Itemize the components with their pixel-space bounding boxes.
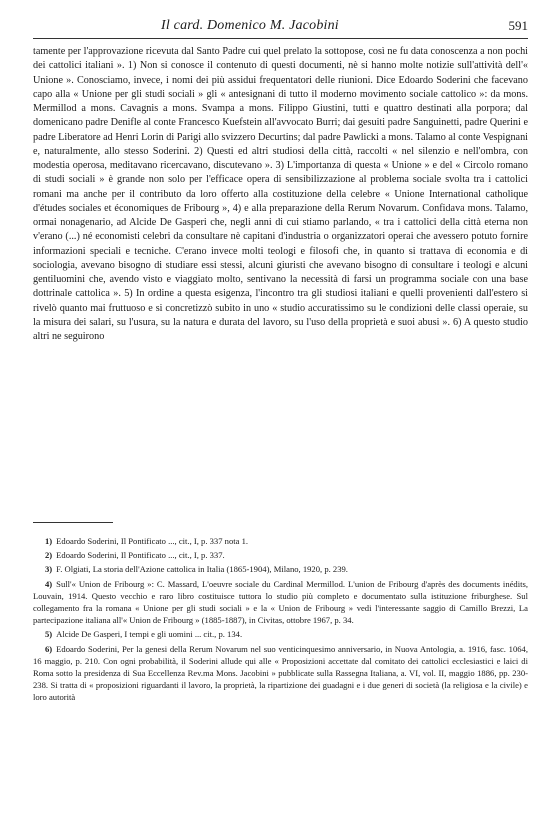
footnote-2: 2) Edoardo Soderini, Il Pontificato ..., cit., I, p. 337. — [45, 550, 225, 561]
body-text — [33, 45, 528, 344]
footnote-separator — [33, 522, 113, 523]
page-header — [33, 18, 528, 39]
footnotes — [33, 535, 528, 706]
footnote-6: 6) Edoardo Soderini, Per la genesi della Rerum Novarum nel suo venticinquesimo anniversario, in Nuova Antologia, a. 1916, fasc. 1064, 16 maggio, p. 210. Con ogni probabilità, il Soderini allude qui alle « Proposizioni accettate dal comitato dei cattolici ecclesiastici e laici di Roma sotto la presidenza di Sua Eccellenza Rev.ma Mons. Jacobini » pubblicate sulla Rassegna Italiana, a. VI, vol. II, maggio 1886, pp. 230-238. Si tratta di « proposizioni riguardanti il lavoro, la proprietà, la ripartizione dei guadagni e i due generi di società (la religiosa e la civile) e loro autorità — [33, 643, 528, 703]
footnote-5: 5) Alcide De Gasperi, I tempi e gli uomini ... cit., p. 134. — [45, 629, 243, 640]
footnote-3: 3) F. Olgiati, La storia dell'Azione cattolica in Italia (1865-1904), Milano, 1920, p. 239. — [45, 564, 348, 575]
page-number: 591 — [508, 18, 528, 33]
body-paragraph: tamente per l'approvazione ricevuta dal Santo Padre cui quel prelato la sottopose, così ne fu data conoscenza a non pochi dei cattolici italiani ». 1) Non si conosce il contenuto di questi documenti, nè si hanno molte notizie sull'attività dell'« Unione ». Conosciamo, invece, i nomi dei più assidui frequentatori delle riunioni. Dice Edoardo Soderini che facevano capo alla « Unione per gli studi sociali » gli « antesignani di tutto il moderno movimento sociale cattolico »: da mons. Mermillod a mons. Cavagnis a mons. Svampa a mons. Filippo Giustini, tutti e quattro destinati alla porpora; dal domenicano padre Denifle al conte Francesco Kuefstein all'avvocato Burri; dai gesuiti padre Sanguinetti, padre Querini e padre Liberatore ad Henri Lorin di Parigi allo svizzero Decurtins; dal padre Pawlicki a mons. Talamo al conte Vespignani e, naturalmente, allo stesso Soderini. 2) Questi ed altri studiosi della città, raccolti « nel silenzio e nell'ombra, con modestia operosa, meditavano ricercavano, discutevano ». 3) L'importanza di questa « Unione » e del « Circolo romano di studi sociali » è grande non solo per l'efficace opera di sensibilizzazione al problema sociale svolta tra i cattolici romani ma anche per il contributo da loro offerto alla costituzione della celebre « Unione International catholique d'études sociales et économiques de Fribourg », 4) e alla preparazione della Rerum Novarum. Confidava mons. Talamo, ormai nonagenario, ad Alcide De Gasperi che, negli anni di cui stiamo parlando, « tra i cattolici della città eterna non v'erano (...) né economisti celebri da consultare nè capitani d'industria o organizzatori operai che avessero potuto fornire informazioni speciali e tecniche. C'erano invece molti teologi e filosofi che, in quanto si trattava di economia e di sociologia, avevano bisogno di studiare essi stessi, alcuni giuristi che avevano bisogno di consultare i teologi e alcuni gentiluomini che, avendo visto e viaggiato molto, sentivano la necessità di farsi un programma sociale con una base dottrinale cattolica ». 5) In ordine a questa esigenza, l'incontro tra gli studiosi italiani e quelli provenienti dall'estero si rivelò quanto mai fruttuoso e si concretizzò subito in uno « studio accuratissimo su le condizioni delle classi operaie, su la misura dei salari, su l'usura, su la natura e durata del lavoro, su l'uso della proprietà e suoi abusi ». 6) A questo studio altri ne seguirono — [33, 46, 528, 342]
footnote-1: 1) Edoardo Soderini, Il Pontificato ..., cit., I, p. 337 nota 1. — [45, 536, 249, 546]
footnote-4: 4) Sull'« Union de Fribourg »: C. Massard, L'oeuvre sociale du Cardinal Mermillod. L'union de Fribourg d'après des documents inédits, Louvain, 1914. Questo vecchio e raro libro costituisce tuttora lo studio più completo e documentato sulla istituzione friburghese. Sul collegamento fra la romana « Unione per gli studi sociali » e la « Union de Fribourg » vedi l'interessante saggio di Camillo Brezzi, La partecipazione italiana all'« Union de Fribourg » (1885-1887), in Civitas, ottobre 1967, p. 34. — [33, 578, 528, 626]
running-title: Il card. Domenico M. Jacobini — [161, 18, 339, 33]
